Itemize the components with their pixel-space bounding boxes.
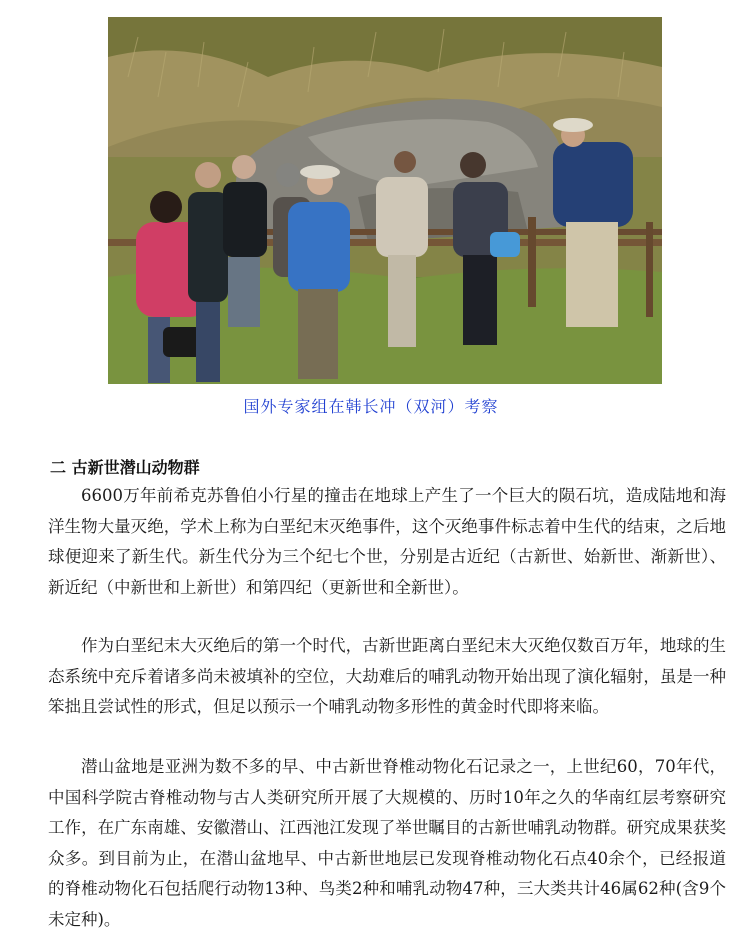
section-heading: 二 古新世潜山动物群: [50, 458, 200, 477]
field-photo-illustration: [108, 17, 662, 384]
paragraph-2: 作为白垩纪末大灭绝后的第一个时代，古新世距离白垩纪末大灭绝仅数百万年，地球的生态系统中充斥着诸多尚未被填补的空位，大劫难后的哺乳动物开始出现了演化辐射，虽是一种笨拙且尝试性的形式，但足以预示一个哺乳动物多形性的黄金时代即将来临。: [48, 636, 726, 716]
field-photo: [108, 17, 662, 384]
figure-caption: 国外专家组在韩长冲（双河）考察: [243, 397, 499, 416]
paragraph-1: 6600万年前希克苏鲁伯小行星的撞击在地球上产生了一个巨大的陨石坑，造成陆地和海洋生物大量灭绝，学术上称为白垩纪末灭绝事件，这个灭绝事件标志着中生代的结束，之后地球便迎来了新生代。新生代分为三个纪七个世，分别是古近纪（古新世、始新世、渐新世）、新近纪（中新世和上新世）和第四纪（更新世和全新世）。: [48, 486, 726, 597]
paragraph-3: 潜山盆地是亚洲为数不多的早、中古新世脊椎动物化石记录之一，上世纪60，70年代，中国科学院古脊椎动物与古人类研究所开展了大规模的、历时10年之久的华南红层考察研究工作，在广东南雄、安徽潜山、江西池江发现了举世瞩目的古新世哺乳动物群。研究成果获奖众多。到目前为止，在潜山盆地早、中古新世地层已发现脊椎动物化石点40余个，已经报道的脊椎动物化石包括爬行动物13种、鸟类2种和哺乳动物47种，三大类共计46属62种(含9个未定种)。: [48, 757, 726, 929]
